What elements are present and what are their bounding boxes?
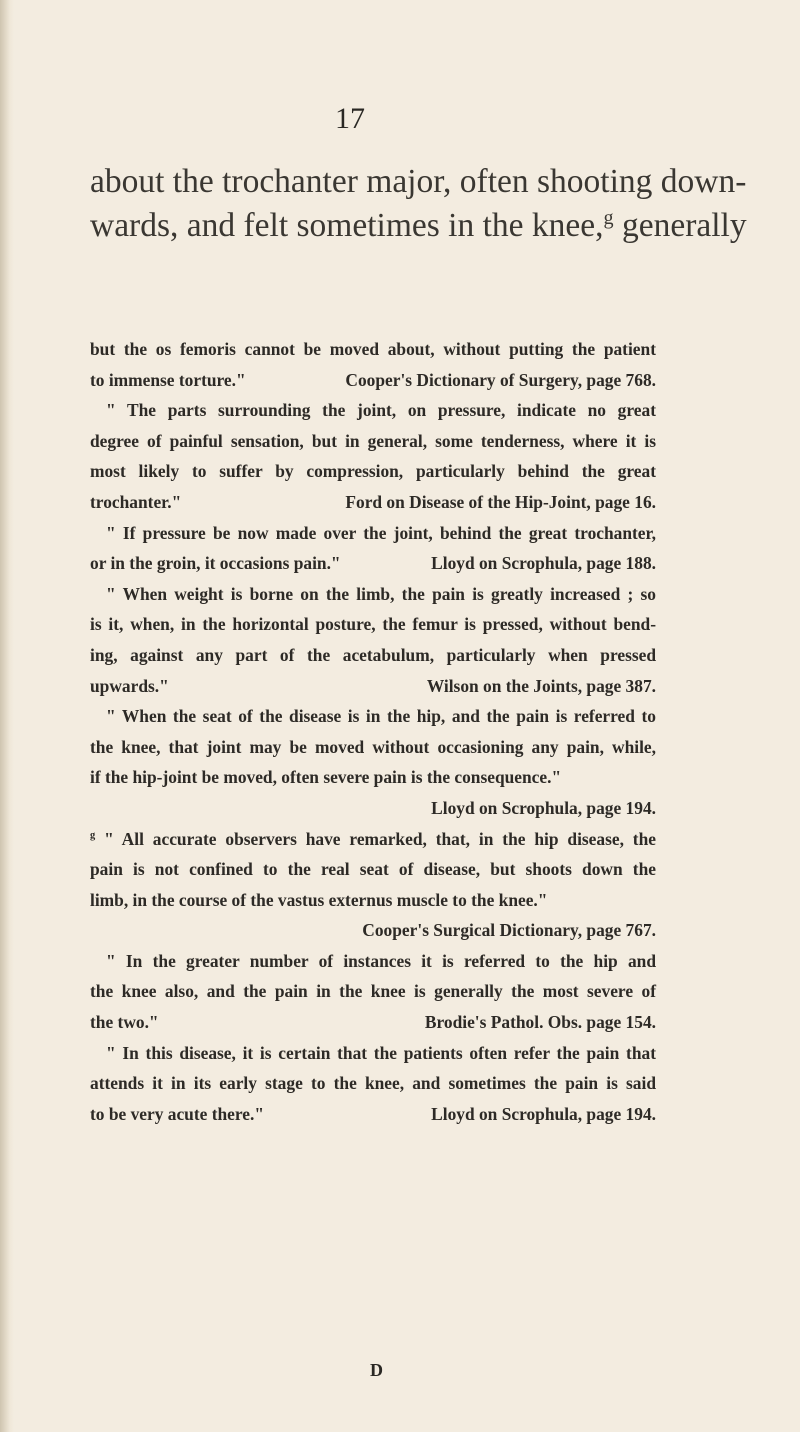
main-text-line xyxy=(90,204,747,248)
footnote-line: the knee also, and the pain in the knee is generally the most severe of xyxy=(90,981,656,1002)
footnote-text: upwards." xyxy=(90,675,169,696)
footnote-line: degree of painful sensation, but in general, some tenderness, where it is xyxy=(90,430,656,451)
footnote-line: " In the greater number of instances it is referred to the hip and xyxy=(106,950,656,971)
footnote-line: " The parts surrounding the joint, on pressure, indicate no great xyxy=(106,400,656,421)
footnotes xyxy=(90,334,656,1129)
footnote-citation-row xyxy=(90,487,656,518)
signature-mark: D xyxy=(370,1360,383,1380)
footnote-line: the knee, that joint may be moved without occasioning any pain, while, xyxy=(90,736,656,757)
citation: Lloyd on Scrophula, page 194. xyxy=(431,1103,656,1124)
main-text-segment: wards, and felt sometimes in the knee, xyxy=(90,207,604,244)
footnote-line xyxy=(90,824,656,855)
citation: Cooper's Dictionary of Surgery, page 768. xyxy=(345,369,656,390)
footnote-line: ing, against any part of the acetabulum, particularly when pressed xyxy=(90,644,656,665)
footnote-text: " All accurate observers have remarked, that, in the hip disease, the xyxy=(95,828,656,849)
footnote-line: " When the seat of the disease is in the hip, and the pain is referred to xyxy=(106,706,656,727)
footnote-line: limb, in the course of the vastus externus muscle to the knee." xyxy=(90,889,548,910)
footnote-line: attends it in its early stage to the knee, and sometimes the pain is said xyxy=(90,1073,656,1094)
footnote-text: to immense torture." xyxy=(90,369,246,390)
footnote-mark: g xyxy=(603,206,614,229)
footnote-mark: g xyxy=(90,829,96,841)
main-text-segment: generally xyxy=(613,207,747,244)
footnote-text: the two." xyxy=(90,1012,159,1033)
footnote-line: " If pressure be now made over the joint, behind the great trochanter, xyxy=(106,522,656,543)
footnote-line: most likely to suffer by compression, particularly behind the great xyxy=(90,461,656,482)
footnote-line: pain is not confined to the real seat of disease, but shoots down the xyxy=(90,859,656,880)
footnote-line: is it, when, in the horizontal posture, the femur is pressed, without bend- xyxy=(90,614,656,635)
citation: Brodie's Pathol. Obs. page 154. xyxy=(424,1012,656,1033)
citation: Lloyd on Scrophula, page 194. xyxy=(431,797,656,818)
citation: Wilson on the Joints, page 387. xyxy=(426,675,656,696)
footnote-citation-row xyxy=(90,548,656,579)
footnote-citation-row xyxy=(90,365,656,396)
footnote-line: " In this disease, it is certain that the patients often refer the pain that xyxy=(106,1042,656,1063)
citation: Cooper's Surgical Dictionary, page 767. xyxy=(362,920,656,941)
page-number: 17 xyxy=(335,102,365,135)
citation: Ford on Disease of the Hip-Joint, page 16. xyxy=(345,491,656,512)
main-text xyxy=(90,160,747,248)
main-text-line: about the trochanter major, often shooting down- xyxy=(90,163,747,200)
citation: Lloyd on Scrophula, page 188. xyxy=(431,553,656,574)
footnote-citation-row xyxy=(90,1007,656,1038)
footnote-line: but the os femoris cannot be moved about, without putting the patient xyxy=(90,339,656,359)
footnote-citation-row xyxy=(90,1099,656,1130)
footnote-line: " When weight is borne on the limb, the pain is greatly increased ; so xyxy=(106,583,656,604)
footnote-citation-row xyxy=(90,671,656,702)
footnote-text: trochanter." xyxy=(90,491,182,512)
footnote-line: if the hip-joint be moved, often severe pain is the consequence." xyxy=(90,767,562,788)
footnote-text: to be very acute there." xyxy=(90,1103,264,1124)
footnote-text: or in the groin, it occasions pain." xyxy=(90,553,341,574)
